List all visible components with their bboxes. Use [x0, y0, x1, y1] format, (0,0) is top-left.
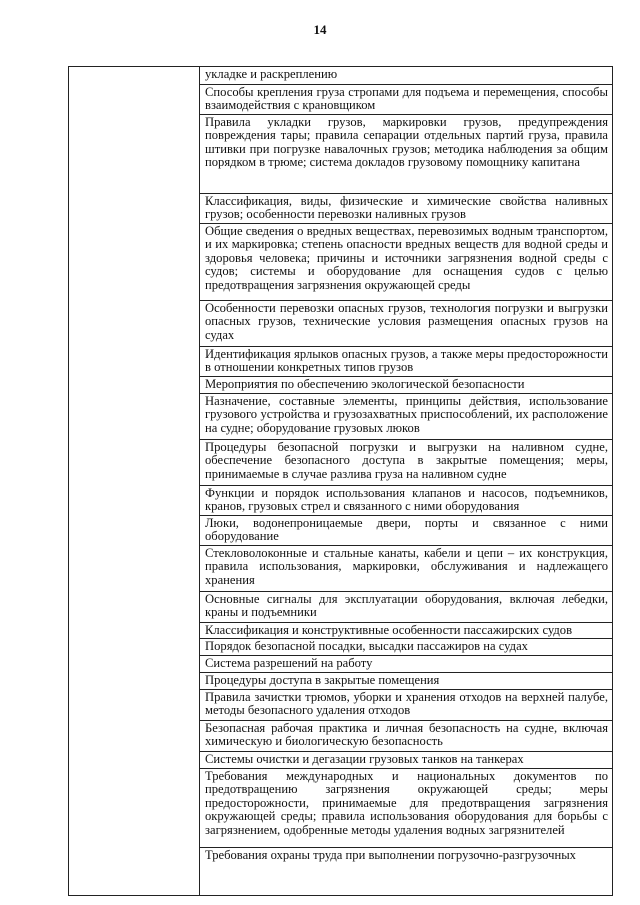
table-row: укладке и раскреплению: [200, 67, 612, 85]
table-row: Правила зачистки трюмов, уборки и хранения отходов на верхней палубе, методы безопасного удаления отходов: [200, 690, 612, 721]
table-row: Требования международных и национальных документов по предотвращению загрязнения окружающей среды; меры предосторожности, принимаемые для предотвращения загрязнения окружающей среды; правила использования оборудования для борьбы с загрязнением, одобренные методы удаления водных загрязнителей: [200, 769, 612, 848]
table-row: Процедуры безопасной погрузки и выгрузки на наливном судне, обеспечение безопасного доступа в закрытые помещения; меры, принимаемые в случае разлива груза на наливном судне: [200, 440, 612, 486]
table-left-column: [68, 67, 200, 895]
table-row: Безопасная рабочая практика и личная безопасность на судне, включая химическую и биологическую безопасность: [200, 721, 612, 752]
table-row: Системы очистки и дегазации грузовых танков на танкерах: [200, 752, 612, 769]
table-row: Идентификация ярлыков опасных грузов, а также меры предосторожности в отношении конкретных типов грузов: [200, 347, 612, 377]
table-row: Мероприятия по обеспечению экологической безопасности: [200, 377, 612, 394]
table-row: Порядок безопасной посадки, высадки пассажиров на судах: [200, 639, 612, 656]
table-row: Классификация и конструктивные особенности пассажирских судов: [200, 623, 612, 639]
table-row: Классификация, виды, физические и химические свойства наливных грузов; особенности перевозки наливных грузов: [200, 194, 612, 224]
table-row: Люки, водонепроницаемые двери, порты и связанное с ними оборудование: [200, 516, 612, 546]
page-number: 14: [313, 22, 327, 37]
table-row: Назначение, составные элементы, принципы действия, использование грузового устройства и грузозахватных приспособлений, их расположение на судне; оборудование грузовых люков: [200, 394, 612, 440]
table-row: Требования охраны труда при выполнении погрузочно-разгрузочных: [205, 848, 576, 862]
table-row: Общие сведения о вредных веществах, перевозимых водным транспортом, и их маркировка; степень опасности вредных веществ для водной среды и здоровья человека; причины и источники загрязнения водной среды с судов; системы и оборудование для оснащения судов с целью предотвращения загрязнения окружающей среды: [200, 224, 612, 301]
table-row: Правила укладки грузов, маркировки грузов, предупреждения повреждения тары; правила сепарации отдельных партий груза, правила штивки при погрузке навалочных грузов; методика наблюдения за общим порядком в трюме; система докладов грузовому помощнику капитана: [200, 115, 612, 194]
table-row: Функции и порядок использования клапанов и насосов, подъемников, кранов, грузовых стрел и связанного с ними оборудования: [200, 486, 612, 516]
table-row: Система разрешений на работу: [200, 656, 612, 673]
requirements-table: [68, 66, 613, 896]
table-row: Процедуры доступа в закрытые помещения: [200, 673, 612, 690]
table-right-column: [200, 67, 613, 895]
table-row: Особенности перевозки опасных грузов, технология погрузки и выгрузки опасных грузов, технические условия размещения опасных грузов на судах: [200, 301, 612, 347]
table-row: Стекловолоконные и стальные канаты, кабели и цепи – их конструкция, правила использования, маркировки, обслуживания и надлежащего хранения: [200, 546, 612, 592]
table-row: Основные сигналы для эксплуатации оборудования, включая лебедки, краны и подъемники: [200, 592, 612, 623]
table-row: Способы крепления груза стропами для подъема и перемещения, способы взаимодействия с крановщиком: [200, 85, 612, 115]
